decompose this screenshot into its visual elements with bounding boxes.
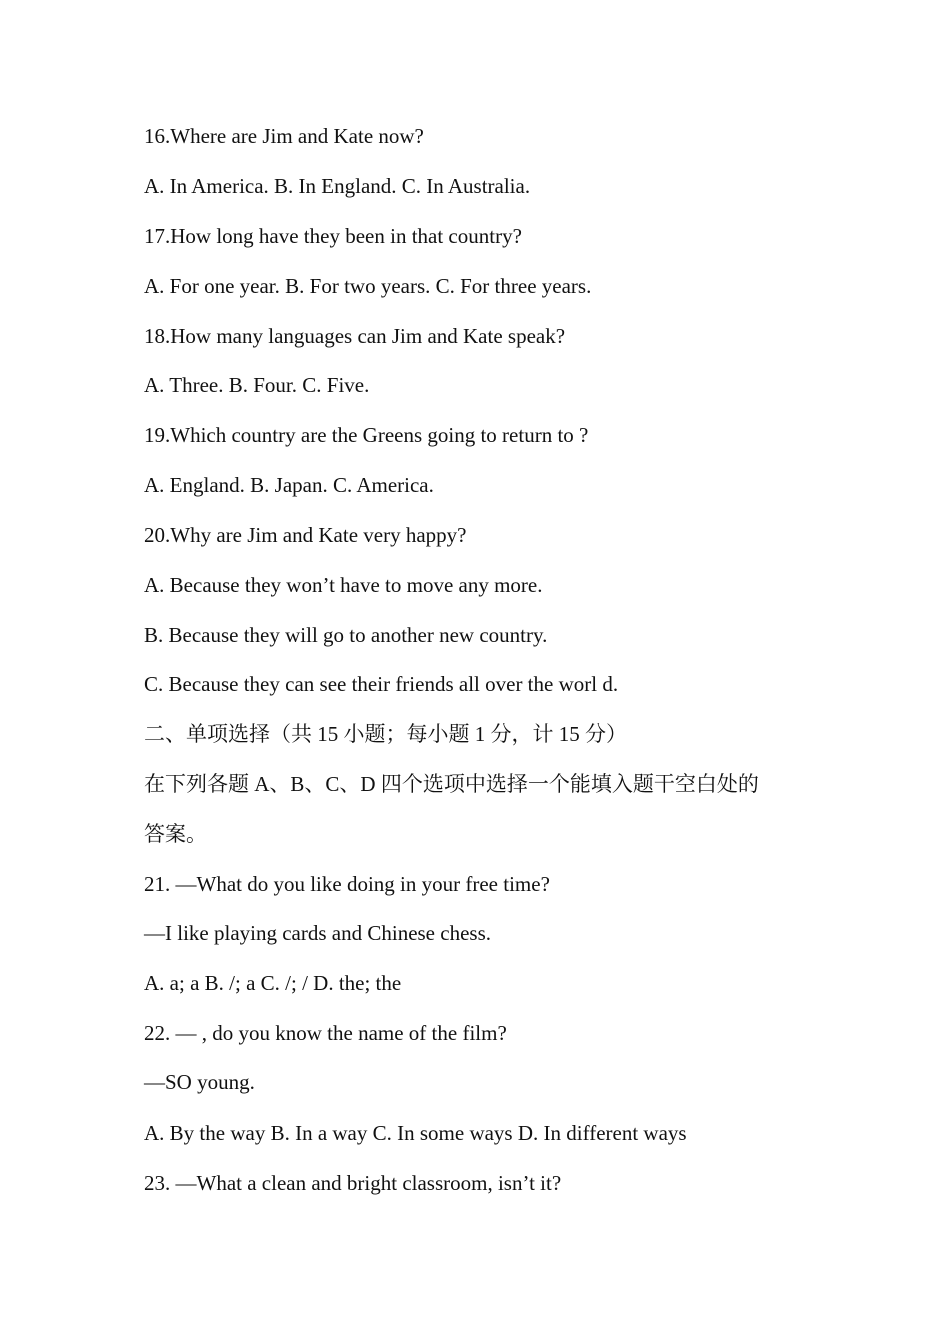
question-18-options: A. Three. B. Four. C. Five. [144,373,370,397]
question-16-options: A. In America. B. In England. C. In Australia. [144,174,531,198]
question-16: 16.Where are Jim and Kate now? [144,124,424,148]
section-instructions: 在下列各题 A、B、C、D 四个选项中选择一个能填入题干空白处的 [144,772,759,796]
question-20-option-a: A. Because they won’t have to move any more. [144,573,543,597]
question-23: 23. —What a clean and bright classroom, isn’t it? [144,1171,562,1195]
question-20-option-b: B. Because they will go to another new country. [144,623,548,647]
question-20: 20.Why are Jim and Kate very happy? [144,523,467,547]
question-17-options: A. For one year. B. For two years. C. For three years. [144,274,592,298]
question-21-options: A. a; a B. /; a C. /; / D. the; the [144,971,402,995]
question-17: 17.How long have they been in that country? [144,224,522,248]
question-21-reply: —I like playing cards and Chinese chess. [144,921,491,945]
question-19: 19.Which country are the Greens going to return to ? [144,423,589,447]
section-heading: 二、单项选择（共 15 小题；每小题 1 分，计 15 分） [144,722,627,746]
question-22-reply: —SO young. [144,1070,255,1094]
question-20-option-c: C. Because they can see their friends all over the worl d. [144,672,619,696]
question-18: 18.How many languages can Jim and Kate speak? [144,324,566,348]
section-instructions-continued: 答案。 [144,822,207,846]
question-19-options: A. England. B. Japan. C. America. [144,473,434,497]
question-22-options: A. By the way B. In a way C. In some ways D. In different ways [144,1121,687,1145]
question-21: 21. —What do you like doing in your free time? [144,872,550,896]
question-22: 22. — , do you know the name of the film? [144,1021,507,1045]
